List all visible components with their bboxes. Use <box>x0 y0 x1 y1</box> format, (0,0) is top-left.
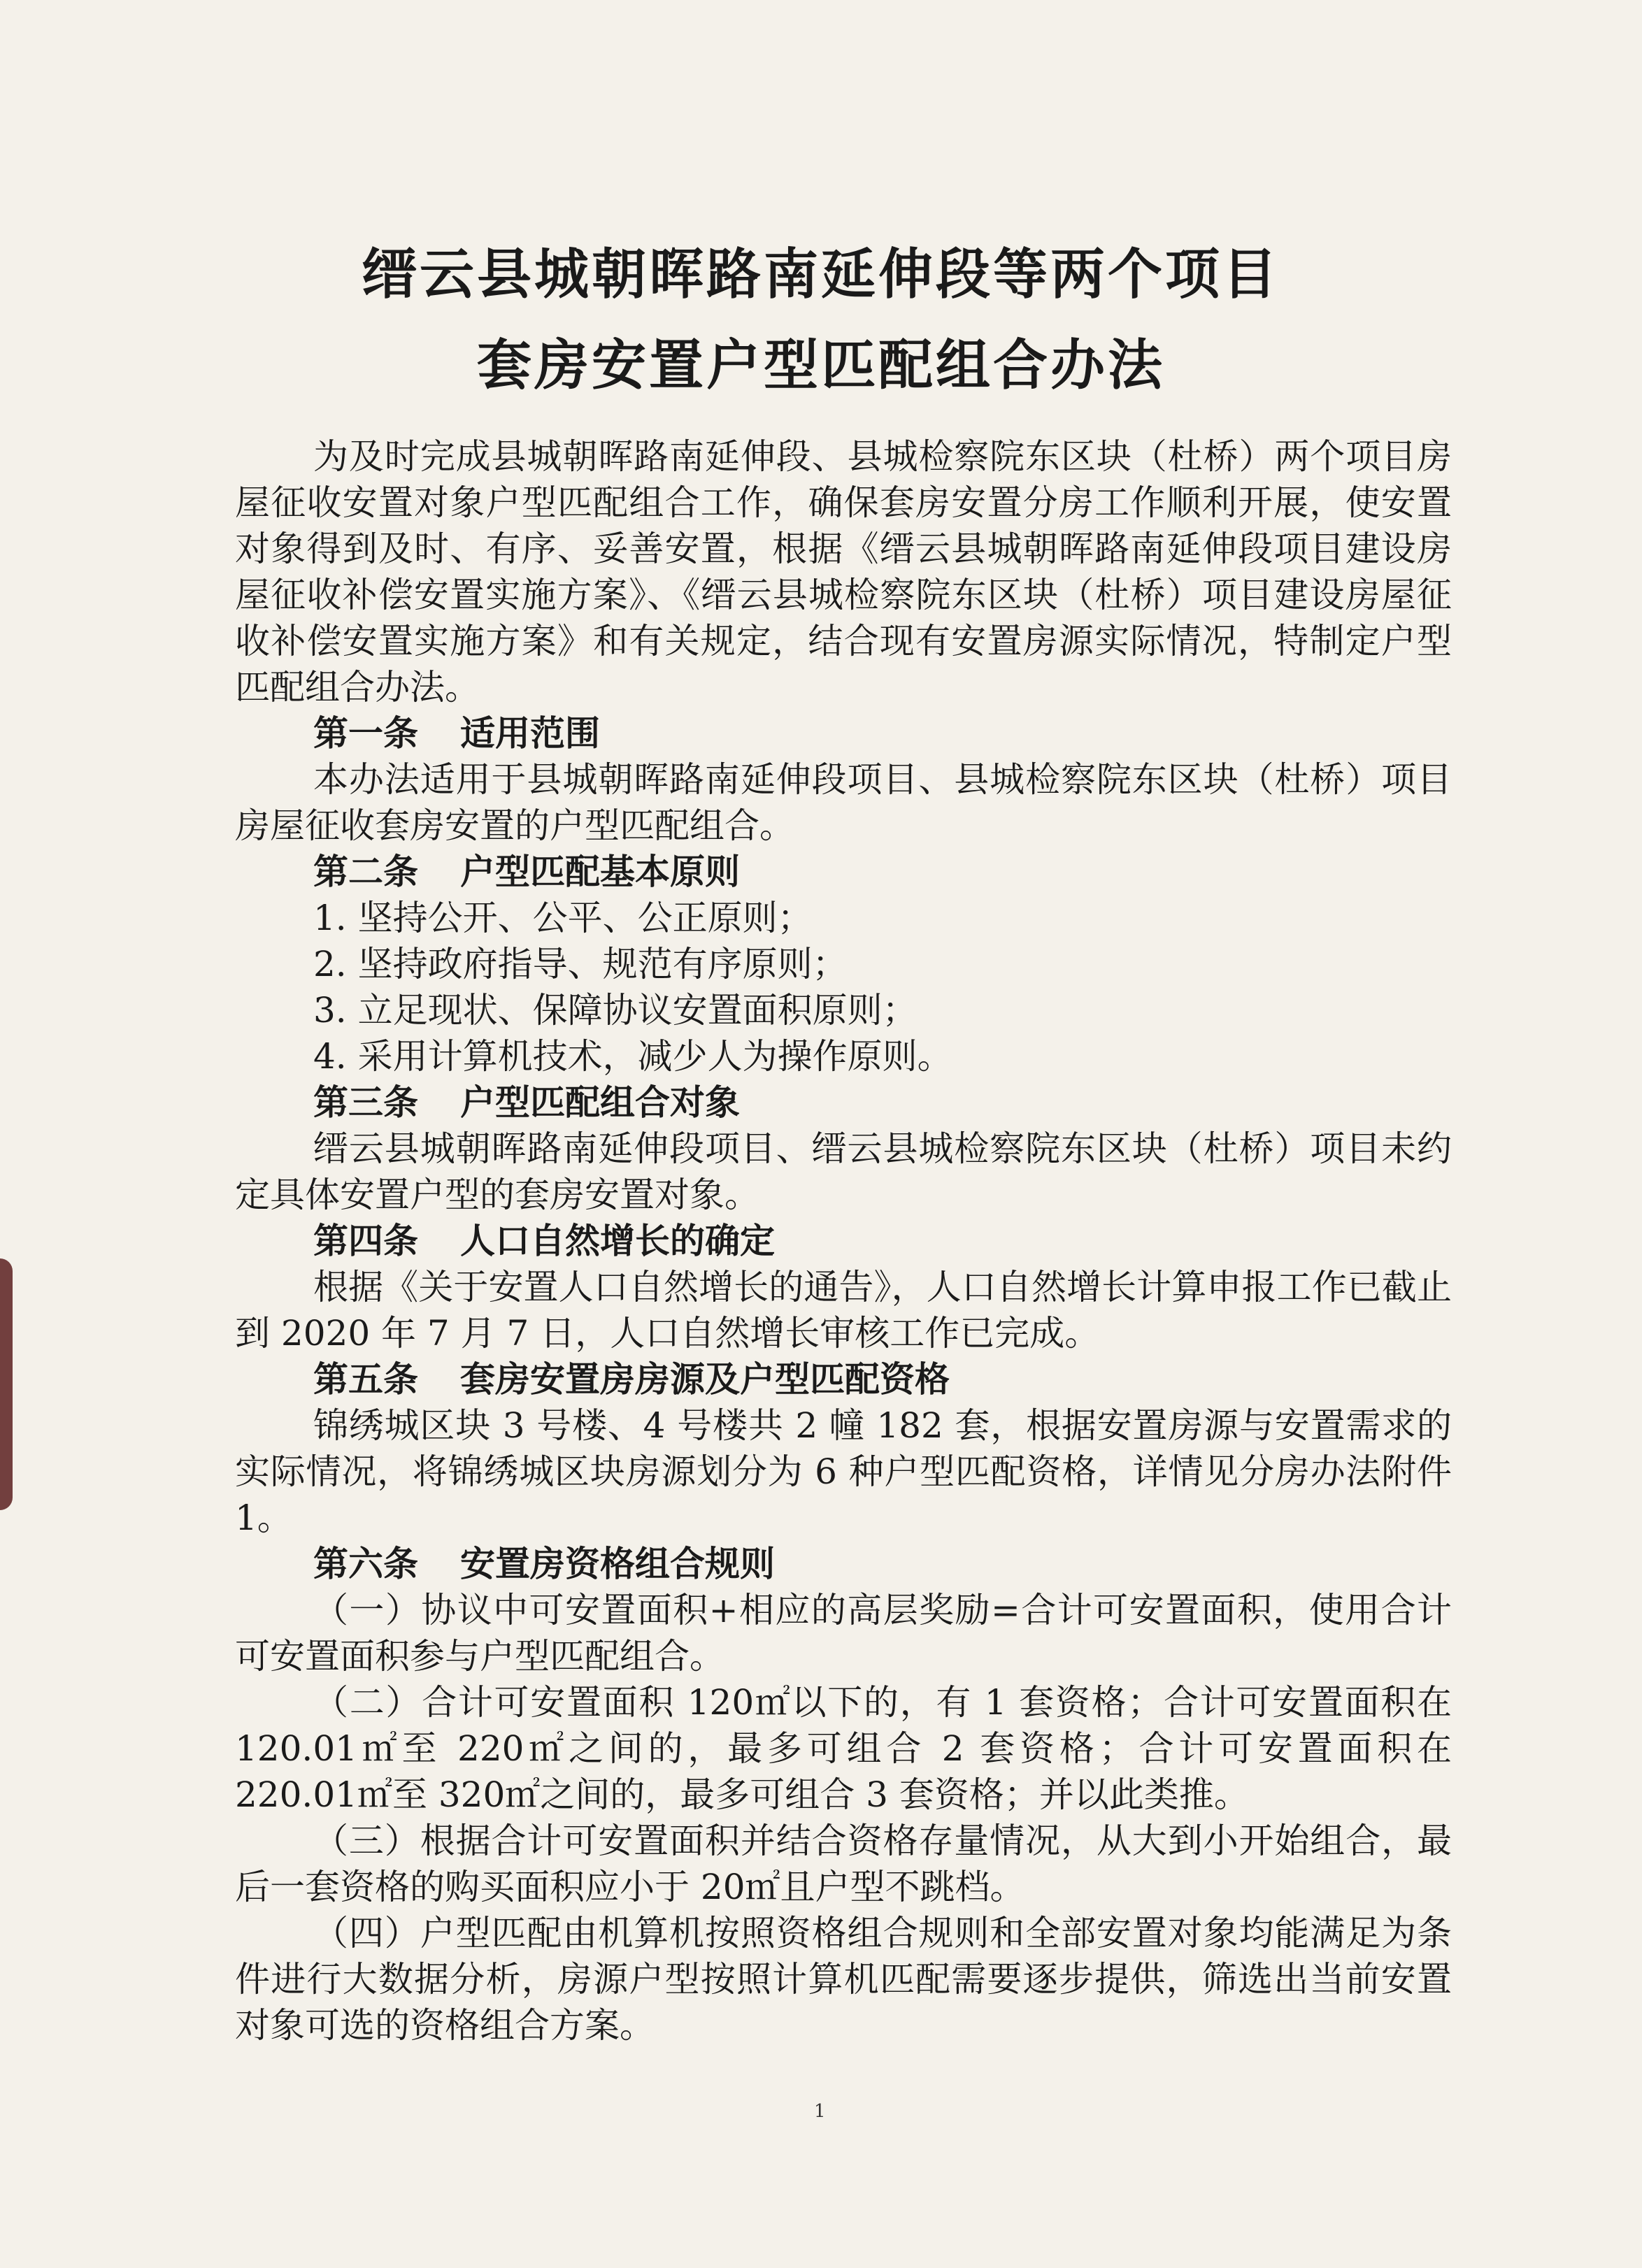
article-3-title: 户型匹配组合对象 <box>460 1082 740 1123</box>
article-3-heading <box>235 1079 1452 1126</box>
article-4-title: 人口自然增长的确定 <box>460 1221 775 1261</box>
article-1-number: 第一条 <box>313 713 418 754</box>
article-2-number: 第二条 <box>313 852 418 892</box>
article-2-item-2: 2. 坚持政府指导、规范有序原则； <box>313 944 848 984</box>
article-6-clause-4: （四）户型匹配由机算机按照资格组合规则和全部安置对象均能满足为条件进行大数据分析，房源户型按照计算机匹配需要逐步提供，筛选出当前安置对象可选的资格组合方案。 <box>235 1913 1452 2046</box>
article-4-number: 第四条 <box>313 1221 418 1261</box>
article-6-heading <box>235 1541 1452 1587</box>
document-title-line-2: 套房安置户型匹配组合办法 <box>476 334 1165 397</box>
article-1-title: 适用范围 <box>460 713 600 754</box>
document-body <box>235 433 1452 2048</box>
scan-edge-shadow <box>0 1258 13 1510</box>
article-3-number: 第三条 <box>313 1082 418 1123</box>
article-2-heading <box>235 849 1452 895</box>
article-6-number: 第六条 <box>313 1544 418 1584</box>
article-3-paragraph: 缙云县城朝晖路南延伸段项目、缙云县城检察院东区块（杜桥）项目未约定具体安置户型的套房安置对象。 <box>235 1128 1452 1215</box>
article-2-title: 户型匹配基本原则 <box>460 852 740 892</box>
article-5-title: 套房安置房房源及户型匹配资格 <box>460 1359 950 1400</box>
article-2-item-1: 1. 坚持公开、公平、公正原则； <box>313 898 813 938</box>
article-4-heading <box>235 1218 1452 1264</box>
document-title-line-1: 缙云县城朝晖路南延伸段等两个项目 <box>362 243 1280 306</box>
article-1-heading <box>235 710 1452 756</box>
article-5-paragraph: 锦绣城区块 3 号楼、4 号楼共 2 幢 182 套，根据安置房源与安置需求的实际情况，将锦绣城区块房源划分为 6 种户型匹配资格，详情见分房办法附件 1。 <box>235 1405 1452 1538</box>
article-6-title: 安置房资格组合规则 <box>460 1544 775 1584</box>
intro-paragraph: 为及时完成县城朝晖路南延伸段、县城检察院东区块（杜桥）两个项目房屋征收安置对象户型匹配组合工作，确保套房安置分房工作顺利开展，使安置对象得到及时、有序、妥善安置，根据《缙云县城朝晖路南延伸段项目建设房屋征收补偿安置实施方案》、《缙云县城检察院东区块（杜桥）项目建设房屋征收补偿安置实施方案》和有关规定，结合现有安置房源实际情况，特制定户型匹配组合办法。 <box>235 436 1452 708</box>
article-2-item-3: 3. 立足现状、保障协议安置面积原则； <box>313 990 918 1031</box>
article-2-item-4: 4. 采用计算机技术，减少人为操作原则。 <box>313 1036 952 1077</box>
article-6-clause-1: （一）协议中可安置面积+相应的高层奖励=合计可安置面积，使用合计可安置面积参与户型匹配组合。 <box>235 1590 1452 1677</box>
page-number: 1 <box>814 2101 826 2122</box>
article-5-heading <box>235 1356 1452 1402</box>
article-6-clause-3: （三）根据合计可安置面积并结合资格存量情况，从大到小开始组合，最后一套资格的购买面积应小于 20㎡且户型不跳档。 <box>235 1821 1452 1907</box>
article-5-number: 第五条 <box>313 1359 418 1400</box>
article-1-paragraph: 本办法适用于县城朝晖路南延伸段项目、县城检察院东区块（杜桥）项目房屋征收套房安置的户型匹配组合。 <box>235 759 1452 846</box>
article-6-clause-2: （二）合计可安置面积 120㎡以下的，有 1 套资格；合计可安置面积在 120.01㎡至 220㎡之间的，最多可组合 2 套资格；合计可安置面积在 220.01㎡至 320㎡之间的，最多可组合 3 套资格；并以此类推。 <box>235 1682 1452 1815</box>
article-4-paragraph: 根据《关于安置人口自然增长的通告》，人口自然增长计算申报工作已截止到 2020 年 7 月 7 日，人口自然增长审核工作已完成。 <box>235 1267 1452 1354</box>
